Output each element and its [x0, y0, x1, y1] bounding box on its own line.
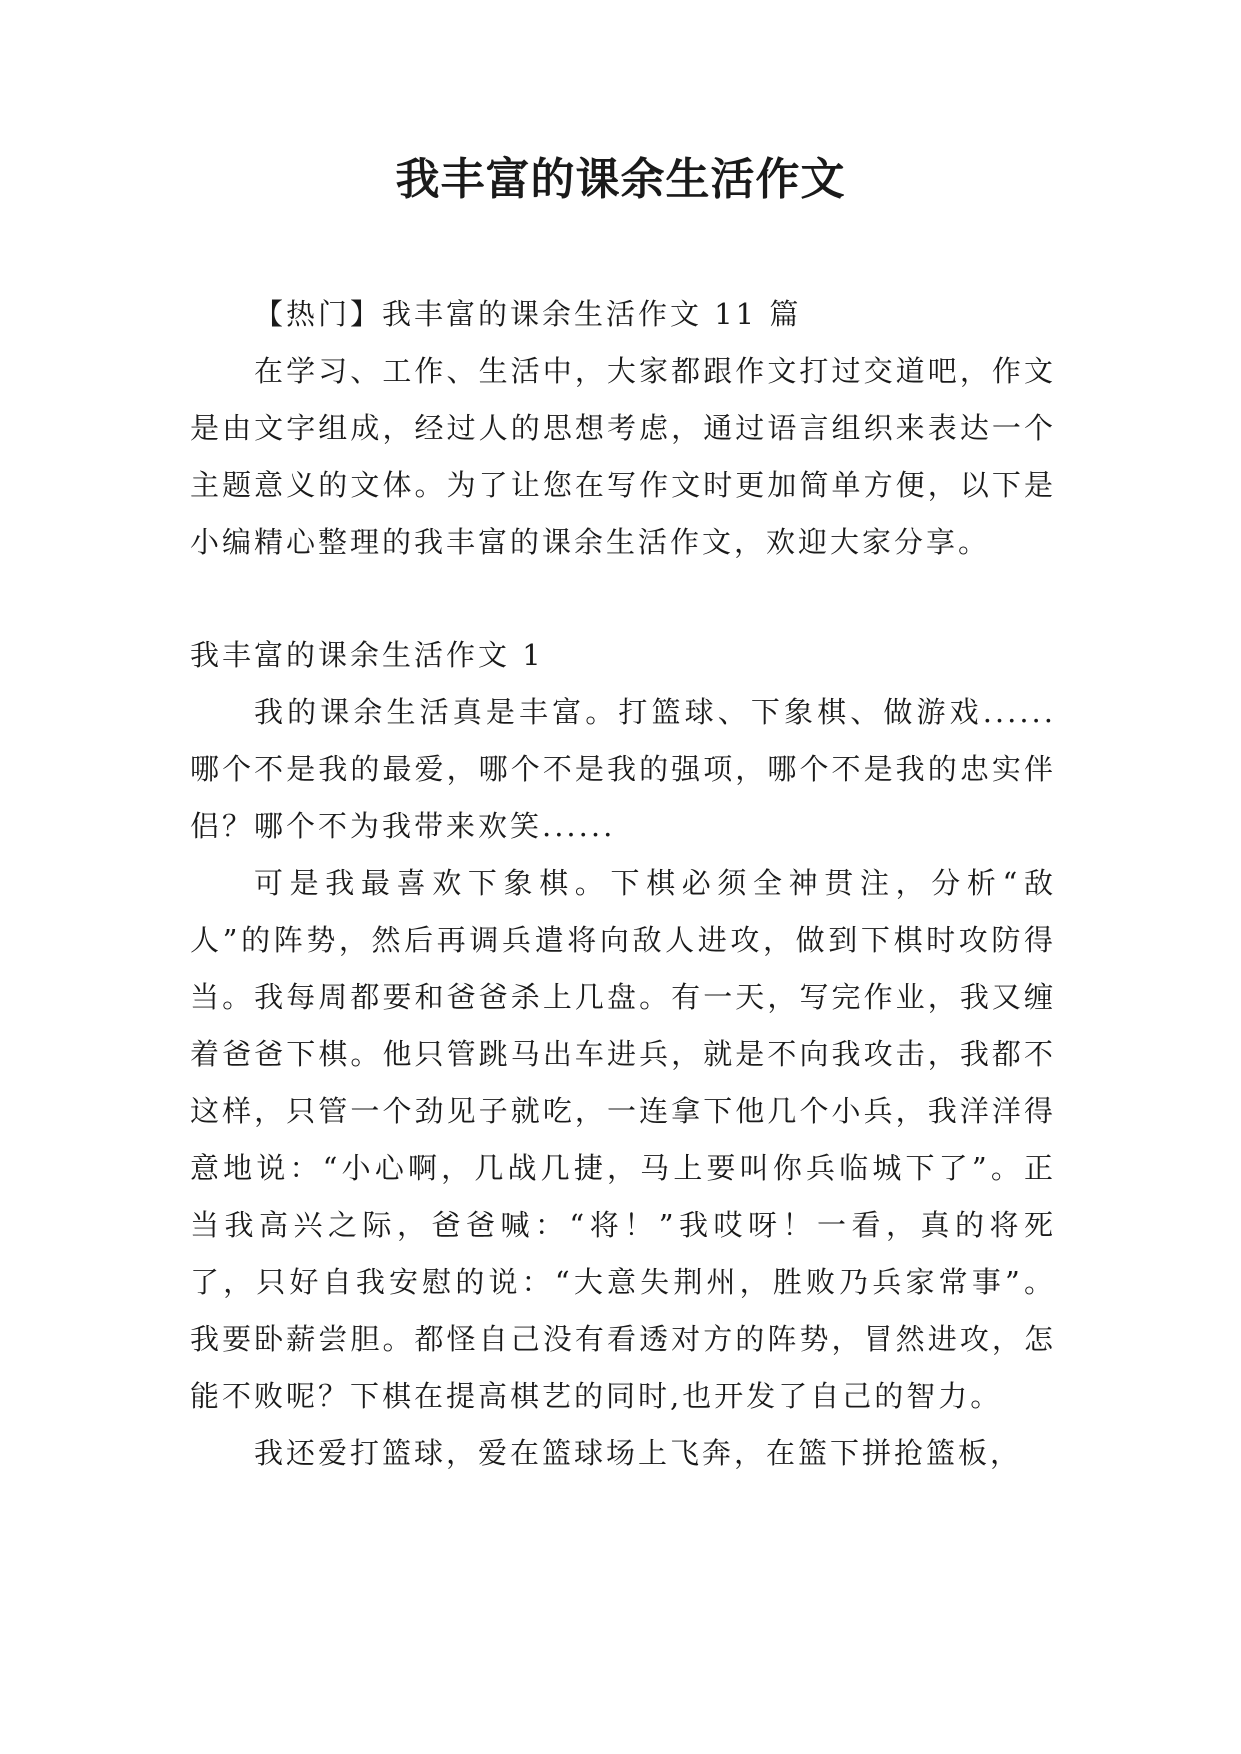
intro-paragraph: 在学习、工作、生活中，大家都跟作文打过交道吧，作文是由文字组成，经过人的思想考虑，通过语言组织来表达一个主题意义的文体。为了让您在写作文时更加简单方便，以下是小编精心整理的我丰富的课余生活作文，欢迎大家分享。: [190, 354, 1056, 559]
intro-heading: 【热门】我丰富的课余生活作文 11 篇: [254, 297, 802, 331]
section-title-1: 我丰富的课余生活作文 1: [190, 638, 544, 672]
document-title: 我丰富的课余生活作文: [395, 154, 846, 205]
body-paragraph-2: 可是我最喜欢下象棋。下棋必须全神贯注，分析“敌人”的阵势，然后再调兵遣将向敌人进攻，做到下棋时攻防得当。我每周都要和爸爸杀上几盘。有一天，写完作业，我又缠着爸爸下棋。他只管跳马出车进兵，就是不向我攻击，我都不这样，只管一个劲见子就吃，一连拿下他几个小兵，我洋洋得意地说：“小心啊，几战几捷，马上要叫你兵临城下了”。正当我高兴之际，爸爸喊：“将！”我哎呀！一看，真的将死了，只好自我安慰的说：“大意失荆州，胜败乃兵家常事”。我要卧薪尝胆。都怪自己没有看透对方的阵势，冒然进攻，怎能不败呢？下棋在提高棋艺的同时,也开发了自己的智力。: [190, 866, 1056, 1413]
document-body: [190, 286, 1056, 1482]
body-paragraph-1: 我的课余生活真是丰富。打篮球、下象棋、做游戏......哪个不是我的最爱，哪个不是我的强项，哪个不是我的忠实伴侣？哪个不为我带来欢笑......: [190, 695, 1056, 843]
body-paragraph-3: 我还爱打篮球，爱在篮球场上飞奔，在篮下拼抢篮板，: [254, 1436, 1023, 1470]
